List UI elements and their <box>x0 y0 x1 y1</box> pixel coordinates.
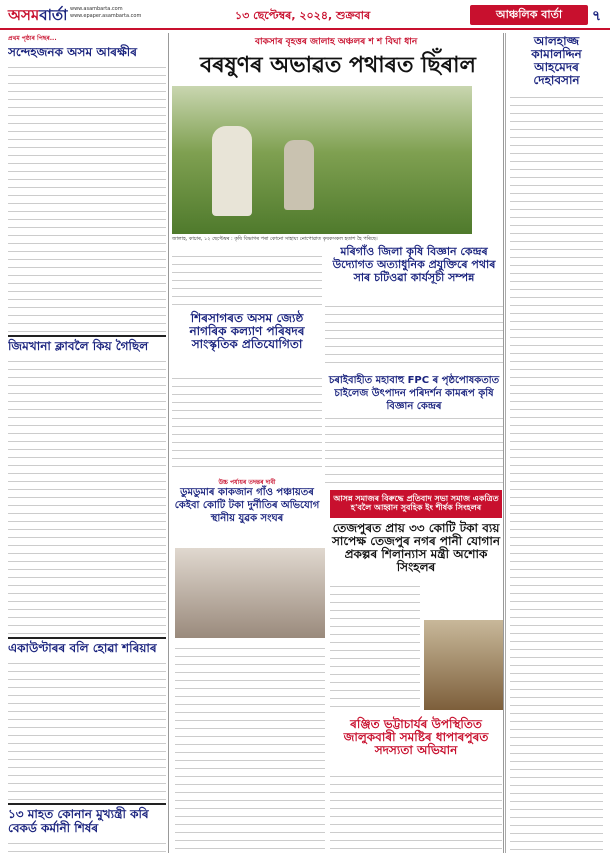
page-number: ৭ <box>592 8 602 24</box>
left-headline-1: সন্দেহজনক অসম আৰক্ষীৰ <box>8 45 137 59</box>
story-5-kicker: উচ্চ পৰ্যায়ৰ তদন্তৰ দাবী <box>218 479 276 486</box>
left-headline-2: জিমখানা ক্লাবলৈ কিয় গৈছিল <box>8 335 166 353</box>
column-rule-right <box>503 33 504 853</box>
newspaper-logo: অসমবাৰ্তা <box>8 6 68 24</box>
story-3-body <box>325 412 503 484</box>
story-3-title: চৰাইবাহীত মহাবাহু FPC ৰ পৃষ্ঠপোষকতাত চাইলেজ উৎপাদন পৰিদৰ্শন কামৰূপ কৃষি বিজ্ঞান কেন্দ্ৰৰ <box>328 375 500 412</box>
corruption-protest-photo <box>175 548 325 638</box>
section-tab: আঞ্চলিক বাৰ্তা <box>470 5 588 25</box>
story-5-body <box>175 642 325 852</box>
story-2-body <box>325 300 503 370</box>
story-6-body <box>330 580 420 710</box>
story-4-title: শিৰসাগৰত অসম জ্যেষ্ঠ নাগৰিক কল্যাণ পৰিষদৰ সাংস্কৃতিক প্ৰতিযোগিতা <box>189 311 305 351</box>
issue-date: ১৩ ছেপ্টেম্বৰ, ২০২৪, শুক্ৰবাৰ <box>235 9 371 22</box>
continued-kicker: প্ৰথম পৃষ্ঠাৰ পিছৰ... <box>8 35 57 42</box>
article-body-3 <box>8 657 166 800</box>
story-7-body <box>330 770 502 852</box>
farmer-figure <box>212 126 252 216</box>
article-body-1 <box>8 61 166 332</box>
main-headline: বৰষুণৰ অভাৱত পথাৰত ছিঁৰাল <box>200 53 476 78</box>
right-column <box>505 33 603 853</box>
story-4-body <box>172 372 322 472</box>
article-body-4 <box>8 837 166 853</box>
photo-caption: জালাহ, কাচাৰ, ১২ ছেপ্টেম্বৰ : কৃষি বিভাগৰ পৰা কোনো সাহায্য নোপোৱাত কৃষকসকল হতাশ হৈ পৰিছে। <box>172 236 378 242</box>
masthead <box>0 0 610 30</box>
left-headline-3: একাউণ্টাৰৰ বলি হোৱা শৰিয়াৰ <box>8 637 166 655</box>
site-urls: www.asambarta.com www.epaper.asambarta.com <box>70 6 142 19</box>
story-2-title: মৰিগাঁও জিলা কৃষি বিজ্ঞান কেন্দ্ৰৰ উদ্যোগত অত্যাধুনিক প্ৰযুক্তিৰে পথাৰ সাৰ চটিওৱা কাৰ্যসূচী সম্পন্ন <box>332 245 496 284</box>
announcement-banner: আসন্ন সমাজৰ বিৰুদ্ধে প্ৰতিবাদ সভা সমাজ একত্ৰিত হ'বলৈ আহ্বান সুবহিক ইং শীৰ্ষক সিংহলৰ <box>330 490 502 518</box>
farmer-figure-2 <box>284 140 314 210</box>
obituary-title: আলহাজ্জ কামালদ্দিন আহমেদৰ দেহাবসান <box>531 34 582 87</box>
article-main-body <box>172 250 322 310</box>
article-body-2 <box>8 355 166 634</box>
story-6-title: তেজপুৰত প্ৰায় ৩৩ কোটি টকা ব্যয় সাপেক্ষ তেজপুৰ নগৰ পানী যোগান প্ৰকল্পৰ শিলান্যাস মন্ত্ৰী অশোক সিংহলৰ <box>331 521 501 574</box>
farm-photo <box>172 86 472 234</box>
obituary-body <box>510 91 603 850</box>
left-column <box>8 33 166 853</box>
foundation-stone-photo <box>424 620 504 710</box>
super-headline: বাকসাৰ বৃহত্তৰ জালাহ অঞ্চলৰ শ শ বিঘা ধান <box>255 37 418 47</box>
left-headline-4: ১৩ মাহত কোনান মুখ্যন্ত্ৰী কৰি বেকৰ্ড কৰ্মানী শিৰ্ষৰ <box>8 803 166 835</box>
column-rule-left <box>168 33 169 853</box>
story-7-title: ৰঞ্জিত ভট্টাচাৰ্যৰ উপস্থিতিত জালুকবাৰী সমষ্টিৰ ধাপাৰপুৰত সদস্যতা অভিযান <box>343 717 489 757</box>
story-5-title: ডুমডুমাৰ কাকজান গাঁও পঞ্চায়তৰ কেইবা কোটি টকা দুৰ্নীতিৰ অভিযোগ স্থানীয় যুৱক সংঘৰ <box>174 487 320 524</box>
